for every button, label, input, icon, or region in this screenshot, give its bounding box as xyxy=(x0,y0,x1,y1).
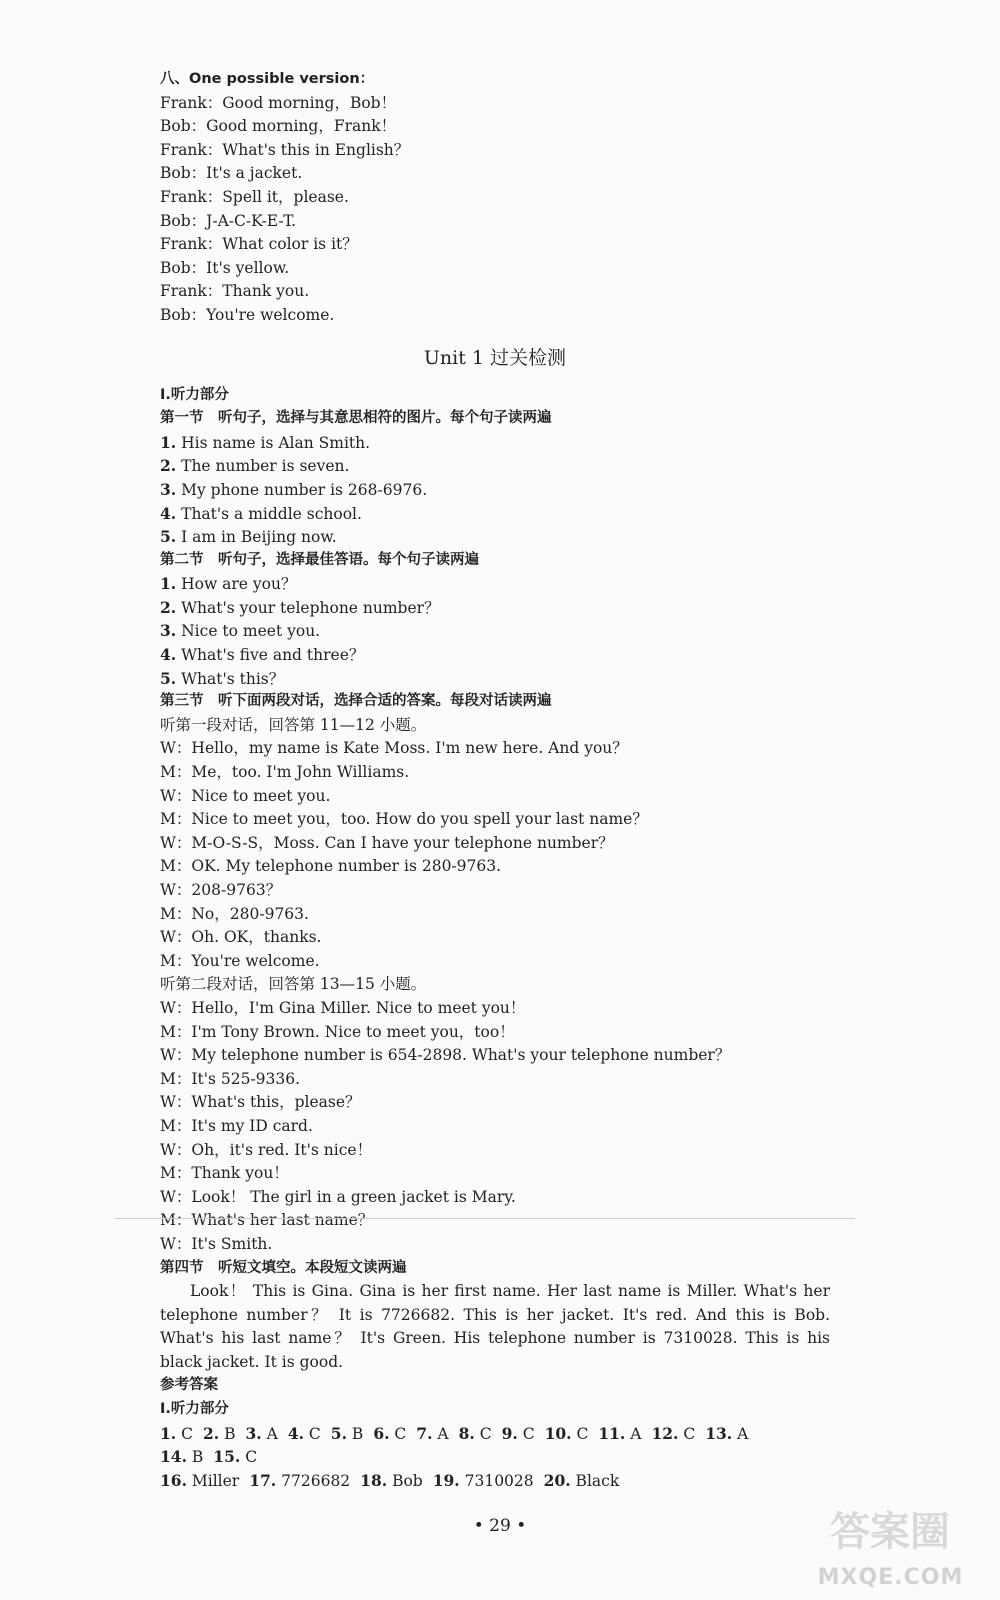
answer-number: 4. xyxy=(287,1423,304,1443)
answer-value: A xyxy=(432,1424,449,1443)
answer-value: Bob xyxy=(387,1471,423,1490)
dialog-line: Frank：Thank you. xyxy=(160,282,310,301)
answer-number: 2. xyxy=(202,1423,220,1443)
answer-value: A xyxy=(732,1424,749,1443)
part-2-heading: 第二节 听句子，选择最佳答语。每个句子读两遍 xyxy=(160,551,479,568)
list-item: 2. What's your telephone number？ xyxy=(160,597,440,617)
answer-item xyxy=(331,1425,364,1443)
answer-value: Black xyxy=(570,1471,620,1490)
dialog-line: W：It's Smith. xyxy=(160,1234,273,1253)
dialog-line: W：Hello，my name is Kate Moss. I'm new here. And you？ xyxy=(160,739,628,758)
dialog-line: M：OK. My telephone number is 280-9763. xyxy=(160,857,502,876)
answer-item xyxy=(545,1425,589,1443)
dialog-line: W：Oh. OK，thanks. xyxy=(160,928,322,947)
watermark-icon xyxy=(803,1495,978,1565)
dialog-line: M：Nice to meet you，too. How do you spell your last name？ xyxy=(160,810,648,829)
dialog-line: M：It's 525-9336. xyxy=(160,1069,301,1088)
dialog-line: Frank：What color is it？ xyxy=(160,235,358,254)
answer-value: 7726682 xyxy=(276,1471,351,1490)
list-item: 2. The number is seven. xyxy=(160,456,350,476)
part-4-heading: 第四节 听短文填空。本段短文读两遍 xyxy=(160,1259,407,1276)
answer-value: 7310028 xyxy=(459,1471,534,1490)
answer-number: 19. xyxy=(432,1470,460,1490)
answer-item xyxy=(544,1472,620,1490)
list-item: 3. Nice to meet you. xyxy=(160,621,321,641)
answer-number: 8. xyxy=(458,1423,475,1443)
answer-value: B xyxy=(219,1424,236,1443)
answer-number: 20. xyxy=(543,1470,571,1490)
answer-value: B xyxy=(346,1424,364,1443)
answer-item xyxy=(160,1448,203,1466)
dialog-line: M：What's her last name？ xyxy=(160,1211,374,1230)
dialog-line: Bob：It's yellow. xyxy=(160,258,290,277)
answer-number: 11. xyxy=(598,1423,626,1443)
passage: Look！ This is Gina. Gina is her first name. Her last name is Miller. What's her telephone number？ It is 7726682. This is her jacket. It's red. And this is Bob. What's his last name？ It's Green. His telephone number is 7310028. This is his black jacket. It is good. xyxy=(160,1282,830,1371)
list-item: 1. How are you？ xyxy=(160,574,297,594)
listening-heading: Ⅰ.听力部分 xyxy=(160,386,229,403)
answer-item xyxy=(246,1425,278,1443)
answer-number: 3. xyxy=(245,1423,262,1443)
answer-number: 17. xyxy=(249,1470,277,1490)
answer-number: 15. xyxy=(213,1447,241,1467)
dialog-line: Frank：What's this in English？ xyxy=(160,140,410,159)
dialog-line: W：208-9763？ xyxy=(160,881,282,899)
dialog-line: M：You're welcome. xyxy=(160,951,320,970)
answer-number: 13. xyxy=(705,1423,733,1443)
list-item: 4. What's five and three？ xyxy=(160,645,365,665)
answer-item xyxy=(651,1425,695,1443)
dialog-line: Bob：J-A-C-K-E-T. xyxy=(160,211,297,230)
list-item: 1. His name is Alan Smith. xyxy=(160,432,371,452)
list-item: 3. My phone number is 268-6976. xyxy=(160,479,428,499)
answer-item xyxy=(288,1425,321,1443)
list-item: 4. That's a middle school. xyxy=(160,503,362,523)
dialog-line: M：Thank you！ xyxy=(160,1164,289,1183)
answer-value: B xyxy=(186,1448,204,1467)
answer-number: 16. xyxy=(160,1470,187,1490)
page-number: • 29 • xyxy=(473,1516,527,1536)
answer-number: 14. xyxy=(160,1447,187,1467)
answer-value: C xyxy=(240,1448,258,1467)
dialog-line: M：No，280-9763. xyxy=(160,904,309,923)
answer-item xyxy=(249,1472,350,1490)
dialog-line: Bob：You're welcome. xyxy=(160,305,335,324)
part-1-heading: 第一节 听句子，选择与其意思相符的图片。每个句子读两遍 xyxy=(160,410,552,427)
answer-item xyxy=(416,1425,448,1443)
answer-number: 9. xyxy=(501,1423,518,1443)
dialog-line: W：Hello，I'm Gina Miller. Nice to meet you！ xyxy=(160,998,526,1017)
answer-item xyxy=(160,1472,239,1490)
dialog-line: W：What's this，please？ xyxy=(160,1093,361,1112)
answer-value: C xyxy=(389,1424,407,1443)
dialog-line: M：Me，too. I'm John Williams. xyxy=(160,763,410,782)
list-item: 5. What's this？ xyxy=(160,668,285,688)
main-column xyxy=(160,68,830,1492)
dialog-line: Frank：Spell it，please. xyxy=(160,187,349,206)
dialog-1-intro: 听第一段对话，回答第 11—12 小题。 xyxy=(160,715,427,734)
watermark-mark: 答案圈 xyxy=(830,1509,950,1555)
answer-item xyxy=(705,1425,748,1443)
dialog-line: W：Oh，it's red. It's nice！ xyxy=(160,1140,373,1159)
answer-number: 12. xyxy=(651,1423,679,1443)
answer-item xyxy=(502,1425,535,1443)
answer-value: C xyxy=(304,1424,321,1443)
unit-title: Unit 1 过关检测 xyxy=(423,346,567,369)
answer-value: Miller xyxy=(186,1471,240,1490)
answer-value: C xyxy=(517,1424,535,1443)
dialog-2-intro: 听第二段对话，回答第 13—15 小题。 xyxy=(160,975,427,994)
answer-item xyxy=(203,1425,236,1443)
answer-value: C xyxy=(474,1424,492,1443)
answer-item xyxy=(598,1425,641,1443)
watermark-logo xyxy=(803,1495,978,1590)
answer-value: A xyxy=(261,1424,278,1443)
dialog-line: M：It's my ID card. xyxy=(160,1116,313,1135)
answers-row-1 xyxy=(160,1422,830,1446)
dialog-line: Bob：It's a jacket. xyxy=(160,164,303,183)
dialog-line: W：M-O-S-S，Moss. Can I have your telephone number？ xyxy=(160,833,614,852)
answer-item xyxy=(373,1425,406,1443)
answer-number: 10. xyxy=(544,1423,572,1443)
answer-item xyxy=(459,1425,492,1443)
dialog-line: Bob：Good morning，Frank！ xyxy=(160,117,397,136)
list-item: 5. I am in Beijing now. xyxy=(160,527,337,547)
watermark-text: MXQE.COM xyxy=(817,1565,964,1590)
answer-number: 1. xyxy=(160,1423,177,1443)
dialog-line: W：My telephone number is 654-2898. What's your telephone number？ xyxy=(160,1046,731,1065)
page-fold-line xyxy=(115,1218,855,1219)
section-8-heading: 八、One possible version： xyxy=(160,71,375,87)
dialog-line: Frank：Good morning，Bob！ xyxy=(160,93,397,112)
answers-row-2 xyxy=(160,1445,830,1469)
answers-row-3 xyxy=(160,1469,830,1493)
section-8-dialog xyxy=(160,92,830,328)
answer-item xyxy=(213,1448,257,1466)
answer-value: C xyxy=(678,1424,696,1443)
answer-number: 6. xyxy=(373,1423,390,1443)
dialog-line: W：Look！ The girl in a green jacket is Mary. xyxy=(160,1187,516,1206)
answers-sub-heading: Ⅰ.听力部分 xyxy=(160,1401,229,1418)
answer-value: A xyxy=(625,1424,642,1443)
answer-item xyxy=(360,1472,423,1490)
dialog-line: W：Nice to meet you. xyxy=(160,786,331,805)
answer-number: 7. xyxy=(416,1423,433,1443)
part-3-heading: 第三节 听下面两段对话，选择合适的答案。每段对话读两遍 xyxy=(160,693,552,710)
answer-number: 18. xyxy=(360,1470,388,1490)
answer-number: 5. xyxy=(330,1423,347,1443)
answer-item xyxy=(433,1472,534,1490)
answer-value: C xyxy=(176,1424,193,1443)
answer-value: C xyxy=(571,1424,589,1443)
dialog-line: M：I'm Tony Brown. Nice to meet you，too！ xyxy=(160,1022,515,1041)
answers-heading: 参考答案 xyxy=(160,1377,218,1394)
answer-item xyxy=(160,1425,193,1443)
